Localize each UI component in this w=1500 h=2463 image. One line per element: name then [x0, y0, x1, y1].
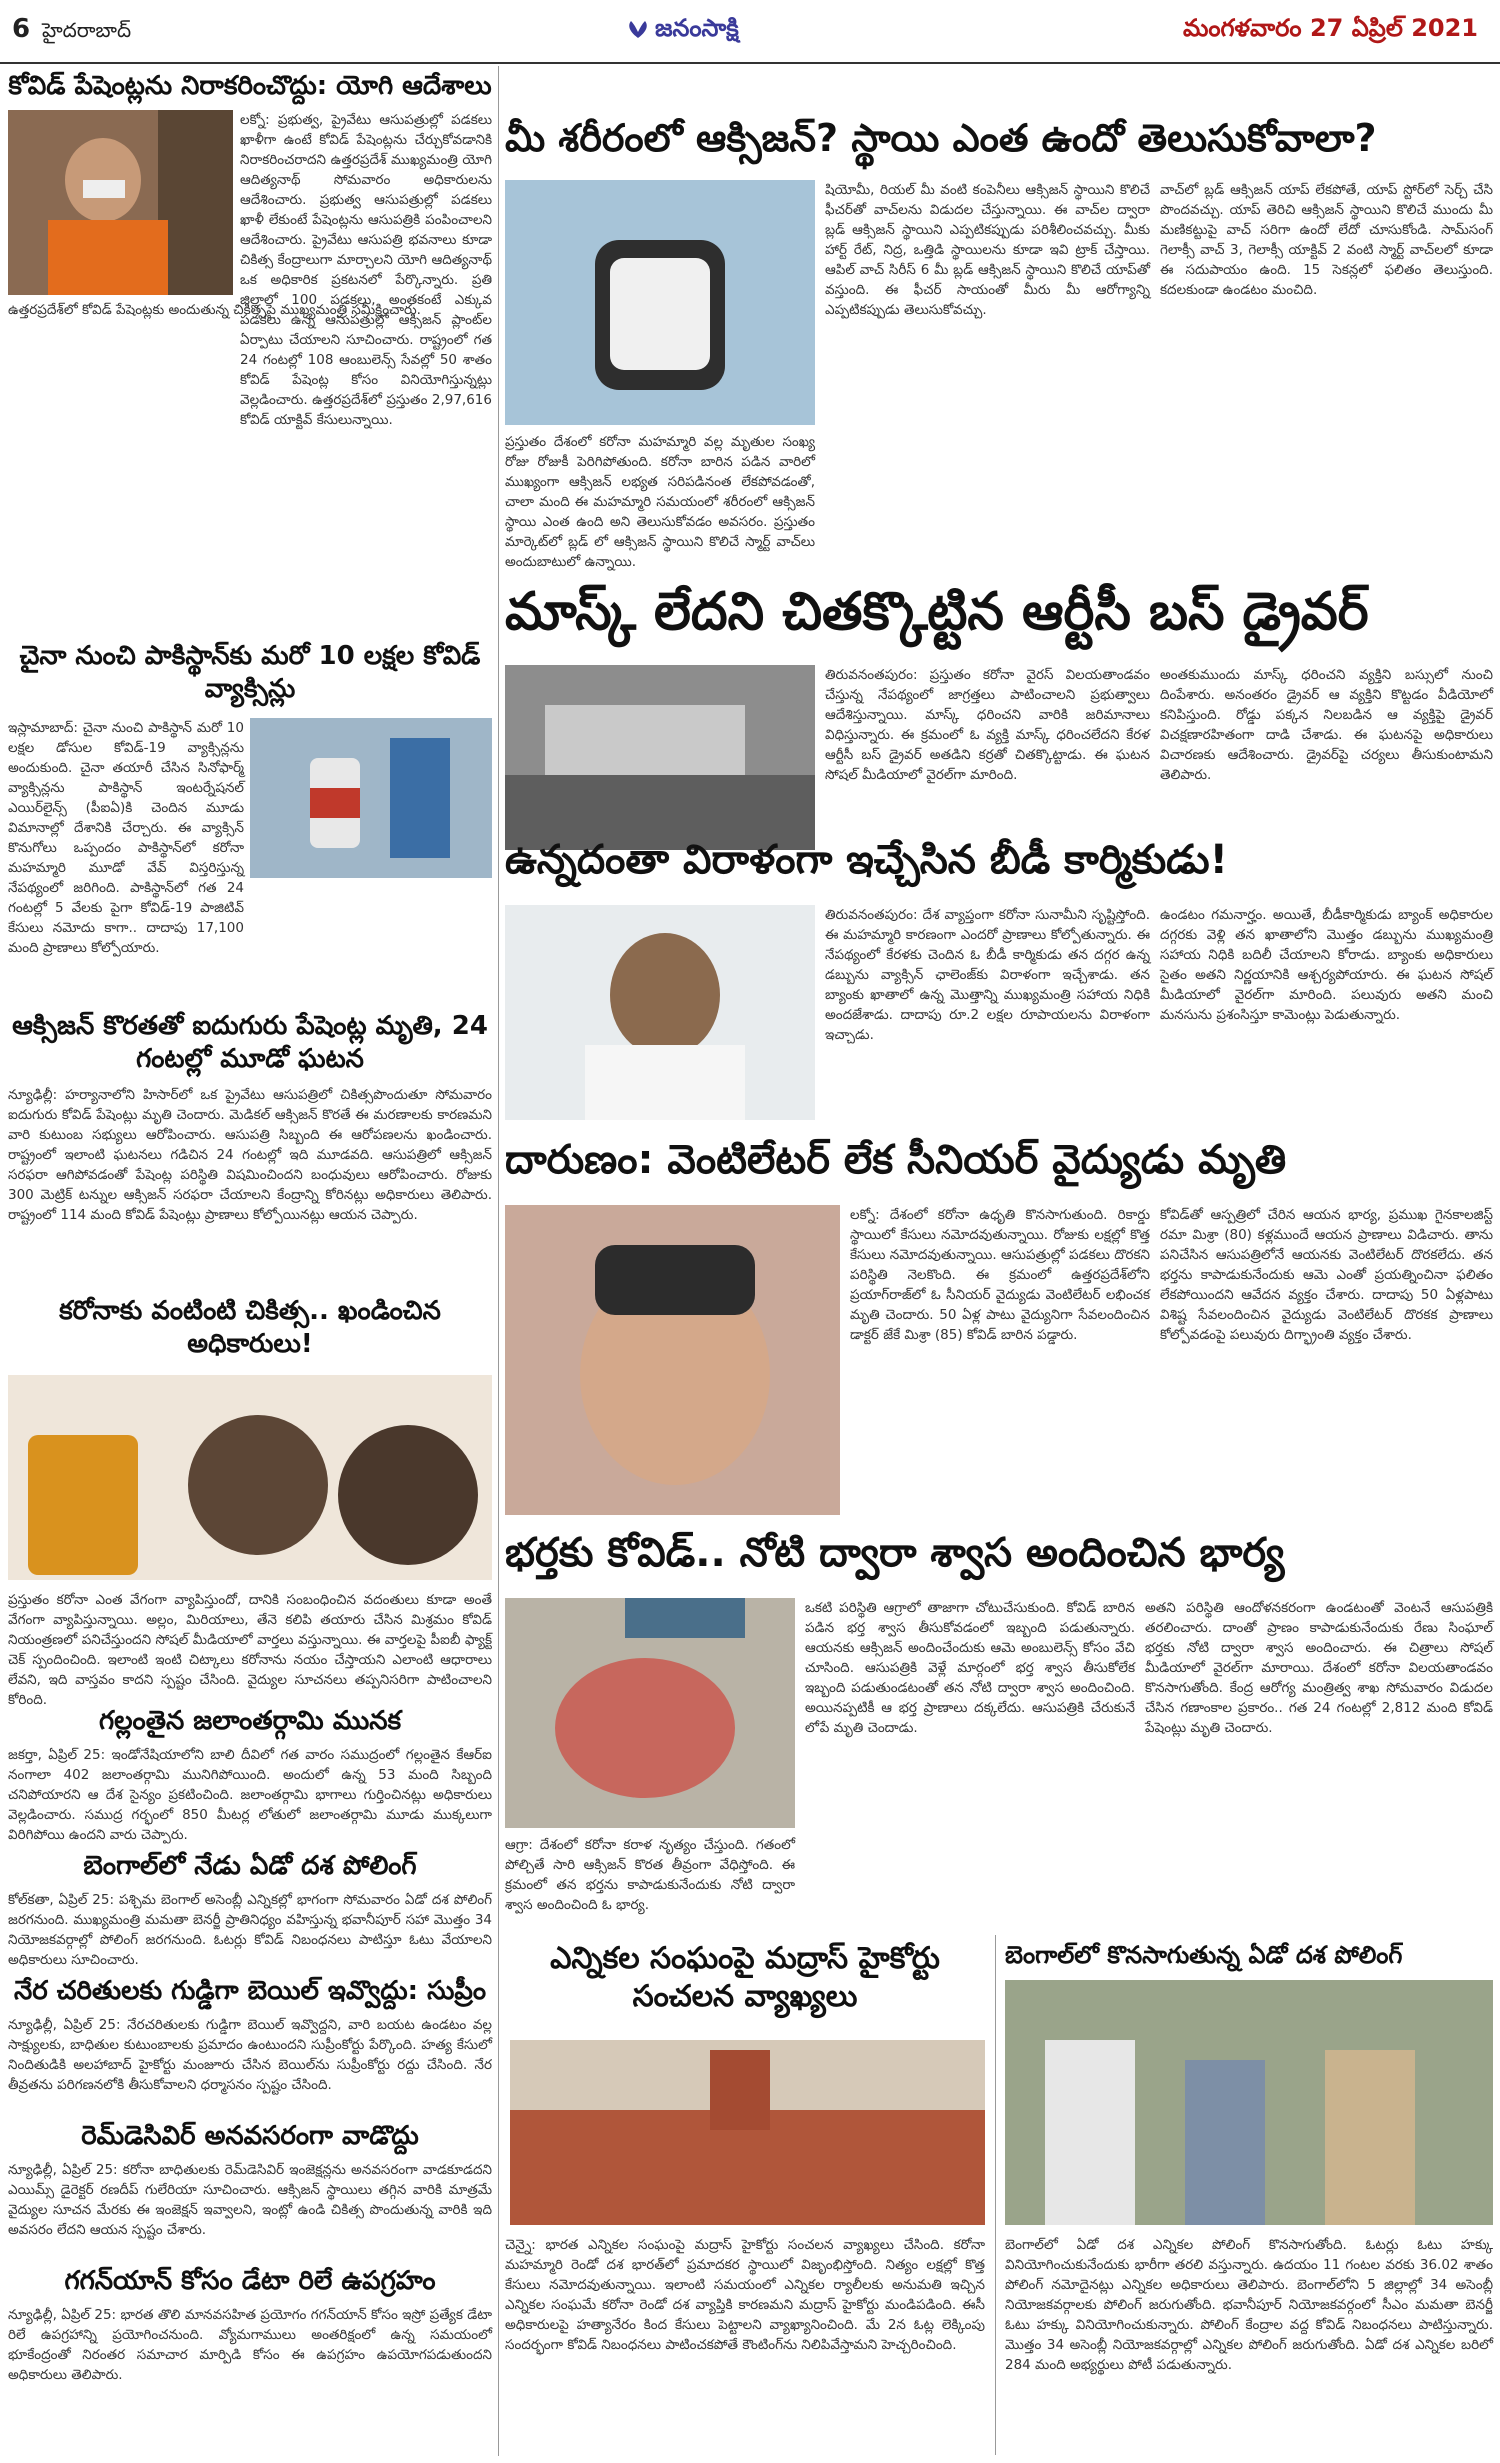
rtc-col2-wrap	[1160, 665, 1493, 850]
masthead-logo	[625, 14, 739, 48]
doctor-col1: లక్నో: దేశంలో కరోనా ఉధృతి కొనసాగుతుంది. రికార్డు స్థాయిలో కేసులు నమోదవుతున్నాయి. రోజుకు లక్షల్లో కొత్త కేసులు నమోదవుతున్నాయి. ఆసుపత్రుల్లో పడకలు దొరకని పరిస్థితి నెలకొంది. ఈ క్రమంలో ఉత్తరప్రదేశ్‌లోని ప్రయాగ్‌రాజ్‌లో ఓ సీనియర్ వైద్యుడు వెంటిలేటర్ లభించక మృతి చెందారు. 50 ఏళ్ల పాటు వైద్యునిగా సేవలందించిన డాక్టర్ జేకే మిశ్రా (85) కోవిడ్ బారిన పడ్డారు.	[850, 1207, 1150, 1343]
header-rule	[0, 62, 1500, 64]
flower-logo-icon	[625, 18, 651, 40]
oxygen-body: న్యూఢిల్లీ: హర్యానాలోని హిసార్‌లో ఒక ప్రైవేటు ఆసుపత్రిలో చికిత్సపొందుతూ సోమవారం ఐదుగురు కోవిడ్ పేషెంట్లు మృతి చెందారు. మెడికల్ ఆక్సిజన్ కొరతే ఈ మరణాలకు కారణమని వారి కుటుంబ సభ్యులు ఆరోపించారు. ఆసుపత్రి సిబ్బంది ఈ ఆరోపణలను ఖండించారు. రాష్ట్రంలో ఇలాంటి ఘటనలు గడిచిన 24 గంటల్లో ఇది మూడవది. ఆసుపత్రిలో ఆక్సిజన్ సరఫరా ఆగిపోవడంతో పేషెంట్ల పరిస్థితి విషమించిందని బంధువులు ఆరోపించారు. రోజుకు 300 మెట్రిక్ టన్నుల ఆక్సిజన్ సరఫరా చేయాలని కేంద్రాన్ని కోరినట్లు అధికారులు తెలిపారు. రాష్ట్రంలో 114 మంది కోవిడ్ పేషెంట్లు ప్రాణాలు కోల్పోయినట్లు ఆయన చెప్పారు.	[8, 1087, 493, 1223]
wife-col2: అతని పరిస్థితి ఆందోళనకరంగా ఉండటంతో వెంటనే ఆసుపత్రికి తరలించారు. దాంతో ప్రాణం కాపాడుకునేందుకు రేణు సింఘాల్ భర్తకు నోటి ద్వారా శ్వాస అందించారు. ఈ చిత్రాలు సోషల్ మీడియాలో వైరల్‌గా మారాయి. దేశంలో కరోనా విలయతాండవం కొనసాగుతోంది. కేంద్ర ఆరోగ్య మంత్రిత్వ శాఖ సోమవారం విడుదల చేసిన గణాంకాల ప్రకారం.. గత 24 గంటల్లో 2,812 మంది కోవిడ్ పేషెంట్లు మృతి చెందారు.	[1145, 1600, 1493, 1736]
watch-col1-wrap	[505, 432, 815, 602]
madras-body-wrap	[505, 2235, 985, 2450]
beedi-col1-wrap	[825, 905, 1150, 1120]
bengal-poll-body-wrap	[8, 1890, 492, 1970]
kitchen-headline: కరోనాకు వంటింటి చికిత్స.. ఖండించిన అధికారులు!	[59, 1296, 441, 1359]
gaganyaan-body-wrap	[8, 2305, 492, 2450]
doctor-col2-wrap	[1160, 1205, 1493, 1515]
column-divider	[498, 66, 499, 2456]
china-headline: చైనా నుంచి పాకిస్థాన్‌కు మరో 10 లక్షల కోవిడ్ వ్యాక్సిన్లు	[19, 641, 481, 704]
beedi-col2: ఉండటం గమనార్హం. అయితే, బీడీకార్మికుడు బ్యాంక్ అధికారుల దగ్గరకు వెళ్లి తన ఖాతాలోని మొత్తం డబ్బును ముఖ్యమంత్రి సహాయ నిధికి బదిలీ చేయాలని కోరాడు. బ్యాంకు అధికారులు సైతం అతని నిర్ణయానికి ఆశ్చర్యపోయారు. ఈ ఘటన సోషల్ మీడియాలో వైరల్‌గా మారింది. పలువురు అతని మంచి మనసును ప్రశంసిస్తూ కామెంట్లు పెడుతున్నారు.	[1160, 907, 1493, 1023]
bottom-divider	[995, 1935, 996, 2455]
page-header	[0, 0, 1500, 60]
remdesivir-body: న్యూఢిల్లీ, ఏప్రిల్ 25: కరోనా బాధితులకు రెమ్‌డెసివిర్ ఇంజెక్షన్లను అనవసరంగా వాడకూడదని ఎయిమ్స్ డైరెక్టర్ రణదీప్ గులేరియా సూచించారు. ఆక్సిజన్ స్థాయిలు తగ్గిన వారికి మాత్రమే వైద్యుల సూచన మేరకు ఈ ఇంజెక్షన్ ఇవ్వాలని, ఇంట్లో ఉండి చికిత్స పొందుతున్న వారికి ఇది అవసరం లేదని ఆయన స్పష్టం చేశారు.	[8, 2162, 492, 2238]
supreme-body-wrap	[8, 2015, 492, 2115]
beedi-col2-wrap	[1160, 905, 1493, 1120]
wife-col1-wrap	[805, 1598, 1135, 1928]
wife-caption: ఆగ్రా: దేశంలో కరోనా కరాళ నృత్యం చేస్తుంది. గతంలో పోల్చితే సారి ఆక్సిజన్ కొరత తీవ్రంగా వేధిస్తోంది. ఈ క్రమంలో తన భర్తను కాపాడుకునేందుకు నోటి ద్వారా శ్వాస అందించింది ఓ భార్య.	[505, 1837, 795, 1913]
bengal7-headline: బెంగాల్‌లో కొనసాగుతున్న ఏడో దశ పోలింగ్	[1005, 1941, 1403, 1969]
yogi-photo	[8, 110, 233, 295]
doctor-photo	[505, 1205, 840, 1515]
yogi-body-wrap	[240, 110, 492, 428]
galantra-headline: గల్లంతైన జలాంతర్గామి మునక	[98, 1706, 402, 1736]
smartwatch-photo	[505, 180, 815, 425]
wife-col1: ఒకటి పరిస్థితి ఆగ్రాలో తాజాగా చోటుచేసుకుంది. కోవిడ్ బారిన పడిన భర్త శ్వాస తీసుకోవడంలో ఇబ్బంది పడుతున్నారు. ఆయనకు ఆక్సిజన్ అందించేందుకు ఆమె అంబులెన్స్ కోసం వేచి చూసింది. ఆసుపత్రికి వెళ్లే మార్గంలో భర్త శ్వాస తీసుకోలేక ఇబ్బంది పడుతుండటంతో తన నోటి ద్వారా శ్వాస అందించింది. అయినప్పటికీ ఆ భర్త ప్రాణాలు దక్కలేదు. ఆసుపత్రికి చేరుకునే లోపే మృతి చెందాడు.	[805, 1600, 1135, 1736]
honey-pepper-photo	[8, 1375, 492, 1580]
remdesivir-body-wrap	[8, 2160, 492, 2260]
page-number: 6	[12, 14, 31, 44]
watch-headline: మీ శరీరంలో ఆక్సిజన్? స్థాయి ఎంత ఉందో తెలుసుకోవాలా?	[505, 116, 1377, 160]
rtc-col1: తిరువనంతపురం: ప్రస్తుతం కరోనా వైరస్ విలయతాండవం చేస్తున్న నేపథ్యంలో జాగ్రత్తలు పాటించాలని ప్రభుత్వాలు ఆదేశిస్తున్నాయి. మాస్క్ ధరించని వారికి జరిమానాలు విధిస్తున్నారు. ఈ క్రమంలో ఓ వ్యక్తి మాస్క్ ధరించలేదని కేరళ ఆర్టీసీ బస్ డ్రైవర్ అతడిని కర్రతో చితక్కొట్టాడు. ఈ ఘటన సోషల్ మీడియాలో వైరల్‌గా మారింది.	[825, 667, 1150, 783]
yogi-continued: ఉత్తరప్రదేశ్‌లో కోవిడ్ పేషెంట్లకు అందుతున్న చికిత్సపై ముఖ్యమంత్రి సమీక్షించారు.	[8, 302, 421, 318]
rtc-col2: అంతకుముందు మాస్క్ ధరించని వ్యక్తిని బస్సులో నుంచి దింపేశారు. అనంతరం డ్రైవర్ ఆ వ్యక్తిని కొట్టడం వీడియోలో కనిపిస్తుంది. రోడ్డు పక్కన నిలబడిన ఆ వ్యక్తిపై డ్రైవర్ విచక్షణారహితంగా దాడి చేశాడు. ఈ ఘటనపై అధికారులు విచారణకు ఆదేశించారు. డ్రైవర్‌పై చర్యలు తీసుకుంటామని తెలిపారు.	[1160, 667, 1493, 783]
watch-col2: షియోమీ, రియల్ మీ వంటి కంపెనీలు ఆక్సిజన్ స్థాయిని కొలిచే ఫీచర్‌తో వాచ్‌లను విడుదల చేస్తున్నాయి. ఈ వాచ్‌ల ద్వారా బ్లడ్ ఆక్సిజన్ స్థాయిని ఎప్పటికప్పుడు పరిశీలించవచ్చు. మీకు హార్ట్ రేట్, నిద్ర, ఒత్తిడి స్థాయిలను కూడా ఇవి ట్రాక్ చేస్తాయి. ఆపిల్ వాచ్ సిరీస్ 6 మీ బ్లడ్ ఆక్సిజన్ స్థాయిని కొలిచే యాప్‌తో వస్తుంది. ఈ ఫీచర్ సాయంతో మీరు మీ ఆరోగ్యాన్ని ఎప్పటికప్పుడు తెలుసుకోవచ్చు.	[825, 182, 1150, 318]
watch-col3: వాచ్‌లో బ్లడ్ ఆక్సిజన్ యాప్ లేకపోతే, యాప్ స్టోర్‌లో సెర్చ్ చేసి పొందవచ్చు. యాప్ తెరిచి ఆక్సిజన్ స్థాయిని కొలిచే ముందు మీ మణికట్టుపై వాచ్ సరిగా ఉందో లేదో చూసుకోండి. సామ్‌సంగ్ గెలాక్సీ వాచ్ 3, గెలాక్సీ యాక్టివ్ 2 వంటి స్మార్ట్ వాచ్‌లలో కూడా ఈ సదుపాయం ఉంది. 15 సెకన్లలో ఫలితం తెలుస్తుంది. కదలకుండా ఉండటం మంచిది.	[1160, 182, 1493, 298]
galantra-body-wrap	[8, 1745, 492, 1843]
madras-headline: ఎన్నికల సంఘంపై మద్రాస్ హైకోర్టు సంచలన వ్యాఖ్యలు	[550, 1941, 940, 2014]
gaganyaan-headline: గగన్‌యాన్ కోసం డేటా రిలే ఉపగ్రహం	[64, 2266, 436, 2296]
high-court-photo	[510, 2040, 985, 2225]
watch-col1: ప్రస్తుతం దేశంలో కరోనా మహమ్మారి వల్ల మృతుల సంఖ్య రోజు రోజుకీ పెరిగిపోతుంది. కరోనా బారిన పడిన వారిలో ముఖ్యంగా ఆక్సిజన్ లభ్యత సరిపడినంత లేకపోవడంతో, చాలా మంది ఈ మహమ్మారి సమయంలో శరీరంలో ఆక్సిజన్ స్థాయి ఎంత ఉంది అని తెలుసుకోవడం అవసరం. ప్రస్తుతం మార్కెట్‌లో బ్లడ్ లో ఆక్సిజన్ స్థాయిని కొలిచే స్మార్ట్ వాచ్‌లు అందుబాటులో ఉన్నాయి.	[505, 434, 815, 570]
bengal7-body-wrap	[1005, 2235, 1493, 2450]
wife-caption-wrap	[505, 1835, 795, 1930]
wife-col2-wrap	[1145, 1598, 1493, 1928]
supreme-headline: నేర చరితులకు గుడ్డిగా బెయిల్ ఇవ్వొద్దు: సుప్రీం	[14, 1976, 486, 2006]
gaganyaan-body: న్యూఢిల్లీ, ఏప్రిల్ 25: భారత తొలి మానవసహిత ప్రయోగం గగన్‌యాన్ కోసం ఇస్రో ప్రత్యేక డేటా రిలే ఉపగ్రహాన్ని ప్రయోగించనుంది. వ్యోమగాములు అంతరిక్షంలో ఉన్న సమయంలో భూకేంద్రంతో నిరంతర సమాచార మార్పిడి కోసం ఈ ఉపగ్రహం ఉపయోగపడుతుందని అధికారులు తెలిపారు.	[8, 2307, 492, 2383]
edition-city: హైదరాబాద్	[42, 18, 132, 42]
kitchen-body-wrap	[8, 1590, 492, 1708]
oxygen-headline: ఆక్సిజన్ కొరతతో ఐదుగురు పేషెంట్ల మృతి, 24 గంటల్లో మూడో ఘటన	[12, 1011, 488, 1074]
madras-body: చెన్నై: భారత ఎన్నికల సంఘంపై మద్రాస్ హైకోర్టు సంచలన వ్యాఖ్యలు చేసింది. కరోనా మహమ్మారి రెండో దశ భారత్‌లో ప్రమాదకర స్థాయిలో విజృంభిస్తోంది. నిత్యం లక్షల్లో కొత్త కేసులు నమోదవుతున్నాయి. ఇలాంటి సమయంలో ఎన్నికల ర్యాలీలకు అనుమతి ఇచ్చిన ఎన్నికల సంఘమే కరోనా రెండో దశ వ్యాప్తికి కారణమని మద్రాస్ హైకోర్టు మండిపడింది. ఈసీ అధికారులపై హత్యానేరం కింద కేసులు పెట్టాలని వ్యాఖ్యానించింది. మే 2న ఓట్ల లెక్కింపు సందర్భంగా కోవిడ్ నిబంధనలు పాటించకపోతే కౌంటింగ్‌ను నిలిపివేస్తామని హెచ్చరించింది.	[505, 2237, 985, 2353]
remdesivir-headline: రెమ్‌డెసివిర్ అనవసరంగా వాడొద్దు	[81, 2121, 419, 2151]
yogi-headline: కోవిడ్ పేషెంట్లను నిరాకరించొద్దు: యోగి ఆదేశాలు	[8, 71, 492, 101]
galantra-body: జకర్తా, ఏప్రిల్ 25: ఇండోనేషియాలోని బాలి దీవిలో గత వారం సముద్రంలో గల్లంతైన కేఆర్ఐ నంగాలా 402 జలాంతర్గామి మునిగిపోయింది. అందులో ఉన్న 53 మంది సిబ్బంది చనిపోయారని ఆ దేశ సైన్యం ప్రకటించింది. జలాంతర్గామి భాగాలు గుర్తించినట్లు అధికారులు వెల్లడించారు. సముద్ర గర్భంలో 850 మీటర్ల లోతులో జలాంతర్గామి మూడు ముక్కలుగా విరిగిపోయి ఉందని వారు చెప్పారు.	[8, 1747, 492, 1843]
wife-headline: భర్తకు కోవిడ్.. నోటి ద్వారా శ్వాస అందించిన భార్య	[505, 1530, 1285, 1576]
china-body-wrap	[8, 718, 244, 956]
china-body: ఇస్లామాబాద్: చైనా నుంచి పాకిస్థాన్ మరో 10 లక్షల డోసుల కోవిడ్-19 వ్యాక్సిన్లను అందుకుంది. చైనా తయారీ చేసిన సినోఫార్మ్ వ్యాక్సిన్లను పాకిస్థాన్ ఇంటర్నేషనల్ ఎయిర్‌లైన్స్ (పీఐఏ)కి చెందిన మూడు విమానాల్లో దేశానికి చేర్చారు. ఈ వ్యాక్సిన్ కొనుగోలు ఒప్పందం పాకిస్థాన్‌లో కరోనా మహమ్మారి మూడో వేవ్ విస్తరిస్తున్న నేపథ్యంలో జరిగింది. పాకిస్థాన్‌లో గత 24 గంటల్లో 5 వేలకు పైగా కోవిడ్-19 పాజిటివ్ కేసులు నమోదు కాగా.. దాదాపు 17,100 మంది ప్రాణాలు కోల్పోయారు.	[8, 720, 244, 956]
oxygen-body-wrap	[8, 1085, 492, 1285]
issue-date: మంగళవారం 27 ఏప్రిల్ 2021	[1183, 14, 1478, 42]
rtc-headline: మాస్క్ లేదని చితక్కొట్టిన ఆర్టీసీ బస్ డ్రైవర్	[505, 582, 1369, 642]
doctor-col2: కోవిడ్‌తో ఆస్పత్రిలో చేరిన ఆయన భార్య, ప్రముఖ గైనకాలజిస్ట్ రమా మిశ్రా (80) కళ్లముందే ఆయన ప్రాణాలు విడిచారు. తాను పనిచేసిన ఆసుపత్రిలోనే ఆయనకు వెంటిలేటర్ దొరకలేదు. తన భర్తను కాపాడుకునేందుకు ఆమె ఎంతో ప్రయత్నించినా ఫలితం లేకపోయిందని ఆవేదన వ్యక్తం చేశారు. దాదాపు 50 ఏళ్లపాటు విశిష్ట సేవలందించిన వైద్యుడు వెంటిలేటర్ దొరకక ప్రాణాలు కోల్పోవడంపై పలువురు దిగ్భ్రాంతి వ్యక్తం చేశారు.	[1160, 1207, 1493, 1343]
beedi-photo	[505, 905, 815, 1120]
rtc-photo	[505, 665, 815, 850]
polling-photo	[1005, 1980, 1493, 2225]
watch-col2-wrap	[825, 180, 1150, 600]
supreme-body: న్యూఢిల్లీ, ఏప్రిల్ 25: నేరచరితులకు గుడ్డిగా బెయిల్ ఇవ్వొద్దని, వారి బయట ఉండటం వల్ల సాక్ష్యులకు, బాధితుల కుటుంబాలకు ప్రమాదం ఉంటుందని సుప్రీంకోర్టు పేర్కొంది. హత్య కేసులో నిందితుడికి అలహాబాద్ హైకోర్టు మంజూరు చేసిన బెయిల్‌ను సుప్రీంకోర్టు రద్దు చేసింది. నేర తీవ్రతను పరిగణనలోకి తీసుకోవాలని ధర్మాసనం స్పష్టం చేసింది.	[8, 2017, 492, 2093]
watch-col3-wrap	[1160, 180, 1493, 600]
wife-photo	[505, 1598, 795, 1828]
doctor-col1-wrap	[850, 1205, 1150, 1515]
vaccine-photo	[250, 718, 492, 878]
beedi-col1: తిరువనంతపురం: దేశ వ్యాప్తంగా కరోనా సునామీని సృష్టిస్తోంది. ఈ మహమ్మారి కారణంగా ఎందరో ప్రాణాలు కోల్పోతున్నారు. ఈ నేపథ్యంలో కేరళకు చెందిన ఓ బీడీ కార్మికుడు తన దగ్గర ఉన్న డబ్బును వ్యాక్సిన్ ఛాలెంజ్‌కు విరాళంగా ఇచ్చేశాడు. తన బ్యాంకు ఖాతాలో ఉన్న మొత్తాన్ని ముఖ్యమంత్రి సహాయ నిధికి అందజేశాడు. దాదాపు రూ.2 లక్షల రూపాయలను విరాళంగా ఇచ్చాడు.	[825, 907, 1150, 1043]
logo-text: జనంసాక్షి	[655, 14, 739, 42]
bengal-poll-headline: బెంగాల్‌లో నేడు ఏడో దశ పోలింగ్	[83, 1851, 417, 1881]
beedi-headline: ఉన్నదంతా విరాళంగా ఇచ్చేసిన బీడీ కార్మికుడు!	[505, 837, 1228, 883]
yogi-body: లక్నో: ప్రభుత్వ, ప్రైవేటు ఆసుపత్రుల్లో పడకలు ఖాళీగా ఉంటే కోవిడ్ పేషెంట్లను చేర్చుకోవడానికి నిరాకరించరాదని ఉత్తరప్రదేశ్ ముఖ్యమంత్రి యోగి ఆదిత్యనాథ్ సోమవారం అధికారులను ఆదేశించారు. ప్రభుత్వ ఆసుపత్రుల్లో పడకలు ఖాళీ లేకుంటే పేషెంట్లను ఆసుపత్రికి పంపించాలని ఆదేశించారు. ప్రైవేటు ఆసుపత్రి భవనాలు కూడా చికిత్స కేంద్రాలుగా మార్చాలని యోగి ఆదిత్యనాథ్ ఒక అధికారిక ప్రకటనలో పేర్కొన్నారు. ప్రతి జిల్లాలో 100 పడకలు, అంతకంటే ఎక్కువ పడకలు ఉన్న ఆసుపత్రుల్లో ఆక్సిజన్ ప్లాంట్‌ల ఏర్పాటు చేయాలని సూచించారు. రాష్ట్రంలో గత 24 గంటల్లో 108 ఆంబులెన్స్ సేవల్లో 50 శాతం కోవిడ్ పేషెంట్ల కోసం వినియోగిస్తున్నట్లు వెల్లడించారు. ఉత్తరప్రదేశ్‌లో ప్రస్తుతం 2,97,616 కోవిడ్ యాక్టివ్ కేసులున్నాయి.	[240, 112, 492, 428]
bengal-poll-body: కోల్‌కతా, ఏప్రిల్ 25: పశ్చిమ బెంగాల్ అసెంబ్లీ ఎన్నికల్లో భాగంగా సోమవారం ఏడో దశ పోలింగ్ జరగనుంది. ముఖ్యమంత్రి మమతా బెనర్జీ ప్రాతినిధ్యం వహిస్తున్న భవానీపూర్ సహా మొత్తం 34 నియోజకవర్గాల్లో పోలింగ్ జరగనుంది. ఓటర్లు కోవిడ్ నిబంధనలు పాటిస్తూ ఓటు వేయాలని అధికారులు సూచించారు.	[8, 1892, 492, 1968]
bengal7-body: బెంగాల్‌లో ఏడో దశ ఎన్నికల పోలింగ్ కొనసాగుతోంది. ఓటర్లు ఓటు హక్కు వినియోగించుకునేందుకు భారీగా తరలి వస్తున్నారు. ఉదయం 11 గంటల వరకు 36.02 శాతం పోలింగ్ నమోదైనట్లు ఎన్నికల అధికారులు తెలిపారు. బెంగాల్‌లోని 5 జిల్లాల్లో 34 అసెంబ్లీ నియోజకవర్గాలకు పోలింగ్ జరుగుతోంది. భవానీపూర్ నియోజకవర్గంలో సీఎం మమతా బెనర్జీ ఓటు హక్కు వినియోగించుకున్నారు. పోలింగ్ కేంద్రాల వద్ద కోవిడ్ నిబంధనలు పాటిస్తున్నారు. మొత్తం 34 అసెంబ్లీ నియోజకవర్గాల్లో ఎన్నికల పోలింగ్ జరుగుతోంది. ఏడో దశ ఎన్నికల బరిలో 284 మంది అభ్యర్థులు పోటీ పడుతున్నారు.	[1005, 2237, 1493, 2373]
kitchen-body: ప్రస్తుతం కరోనా ఎంత వేగంగా వ్యాపిస్తుందో, దానికి సంబంధించిన వదంతులు కూడా అంతే వేగంగా వ్యాపిస్తున్నాయి. అల్లం, మిరియాలు, తేనె కలిపి తయారు చేసిన మిశ్రమం కోవిడ్ నియంత్రణలో పనిచేస్తుందని సోషల్ మీడియాలో వార్తలు వస్తున్నాయి. ఈ వార్తలపై పీఐబీ ఫ్యాక్ట్ చెక్ స్పందించింది. ఇలాంటి ఇంటి చిట్కాలు కరోనాను నయం చేస్తాయని ఎలాంటి ఆధారాలు లేవని, ఇది వాస్తవం కాదని స్పష్టం చేసింది. వైద్యుల సూచనలు తప్పనిసరిగా పాటించాలని కోరింది.	[8, 1592, 492, 1708]
doctor-headline: దారుణం: వెంటిలేటర్ లేక సీనియర్ వైద్యుడు మృతి	[505, 1137, 1287, 1183]
rtc-col1-wrap	[825, 665, 1150, 850]
